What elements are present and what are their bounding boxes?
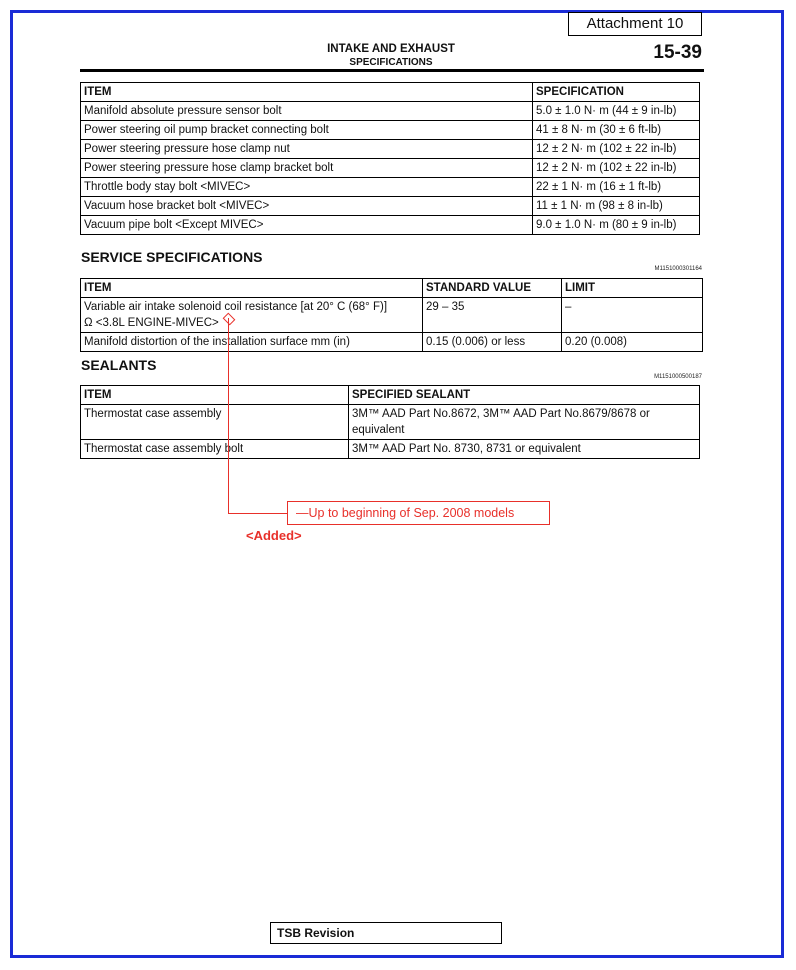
annotation-leader-horizontal <box>228 513 287 514</box>
table-row <box>81 333 703 352</box>
header-subtitle: SPECIFICATIONS <box>349 57 433 68</box>
item-line: Variable air intake solenoid coil resistance [at 20° C (68° F)] <box>84 301 388 313</box>
limit-cell: – <box>562 298 703 333</box>
table-row <box>81 216 700 235</box>
limit-cell: 0.20 (0.008) <box>562 333 703 352</box>
sealant-cell: 3M™ AAD Part No. 8730, 8731 or equivalent <box>349 440 700 459</box>
item-cell: Thermostat case assembly <box>81 405 349 440</box>
sealants-code: M1151000500187 <box>654 374 702 380</box>
spec-cell: 12 ± 2 N· m (102 ± 22 in-lb) <box>533 140 700 159</box>
standard-value-cell: 29 – 35 <box>423 298 562 333</box>
table-header-row <box>81 279 703 298</box>
item-cell: Power steering pressure hose clamp nut <box>81 140 533 159</box>
header-rule <box>80 69 704 72</box>
item-line: Ω <3.8L ENGINE-MIVEC> <box>84 317 219 329</box>
tsb-revision-box: TSB Revision <box>270 922 502 944</box>
service-specs-heading: SERVICE SPECIFICATIONS <box>81 249 263 265</box>
annotation-note: —Up to beginning of Sep. 2008 models <box>287 501 550 525</box>
service-specs-table <box>80 278 703 352</box>
table-row <box>81 159 700 178</box>
item-cell: Vacuum hose bracket bolt <MIVEC> <box>81 197 533 216</box>
header-title: INTAKE AND EXHAUST <box>327 43 455 55</box>
table-row <box>81 140 700 159</box>
item-cell: Thermostat case assembly bolt <box>81 440 349 459</box>
sealants-heading: SEALANTS <box>81 357 157 373</box>
column-header-item: ITEM <box>81 83 533 102</box>
column-header-specification: SPECIFICATION <box>533 83 700 102</box>
standard-value-cell: 0.15 (0.006) or less <box>423 333 562 352</box>
item-cell <box>81 298 423 333</box>
sealant-cell: 3M™ AAD Part No.8672, 3M™ AAD Part No.8679/8678 or equivalent <box>349 405 700 440</box>
table-row <box>81 178 700 197</box>
table-row <box>81 102 700 121</box>
column-header-item: ITEM <box>81 386 349 405</box>
item-cell: Power steering pressure hose clamp bracket bolt <box>81 159 533 178</box>
page-number: 15-39 <box>653 42 702 63</box>
table-row <box>81 405 700 440</box>
table-row <box>81 298 703 333</box>
spec-cell: 9.0 ± 1.0 N· m (80 ± 9 in-lb) <box>533 216 700 235</box>
item-cell: Manifold absolute pressure sensor bolt <box>81 102 533 121</box>
spec-cell: 12 ± 2 N· m (102 ± 22 in-lb) <box>533 159 700 178</box>
header-title-block <box>280 43 502 69</box>
item-cell: Power steering oil pump bracket connecting bolt <box>81 121 533 140</box>
column-header-item: ITEM <box>81 279 423 298</box>
item-cell: Vacuum pipe bolt <Except MIVEC> <box>81 216 533 235</box>
service-specs-code: M1151000301164 <box>654 266 702 272</box>
column-header-specified-sealant: SPECIFIED SEALANT <box>349 386 700 405</box>
column-header-standard-value: STANDARD VALUE <box>423 279 562 298</box>
table-row <box>81 121 700 140</box>
spec-cell: 41 ± 8 N· m (30 ± 6 ft-lb) <box>533 121 700 140</box>
torque-spec-table <box>80 82 700 235</box>
added-tag: <Added> <box>246 528 302 543</box>
attachment-label: Attachment 10 <box>568 12 702 36</box>
column-header-limit: LIMIT <box>562 279 703 298</box>
table-row <box>81 440 700 459</box>
annotation-leader-vertical <box>228 318 229 514</box>
item-cell: Manifold distortion of the installation surface mm (in) <box>81 333 423 352</box>
table-header-row <box>81 83 700 102</box>
spec-cell: 5.0 ± 1.0 N· m (44 ± 9 in-lb) <box>533 102 700 121</box>
item-cell: Throttle body stay bolt <MIVEC> <box>81 178 533 197</box>
spec-cell: 22 ± 1 N· m (16 ± 1 ft-lb) <box>533 178 700 197</box>
table-row <box>81 197 700 216</box>
sealants-table <box>80 385 700 459</box>
spec-cell: 11 ± 1 N· m (98 ± 8 in-lb) <box>533 197 700 216</box>
table-header-row <box>81 386 700 405</box>
